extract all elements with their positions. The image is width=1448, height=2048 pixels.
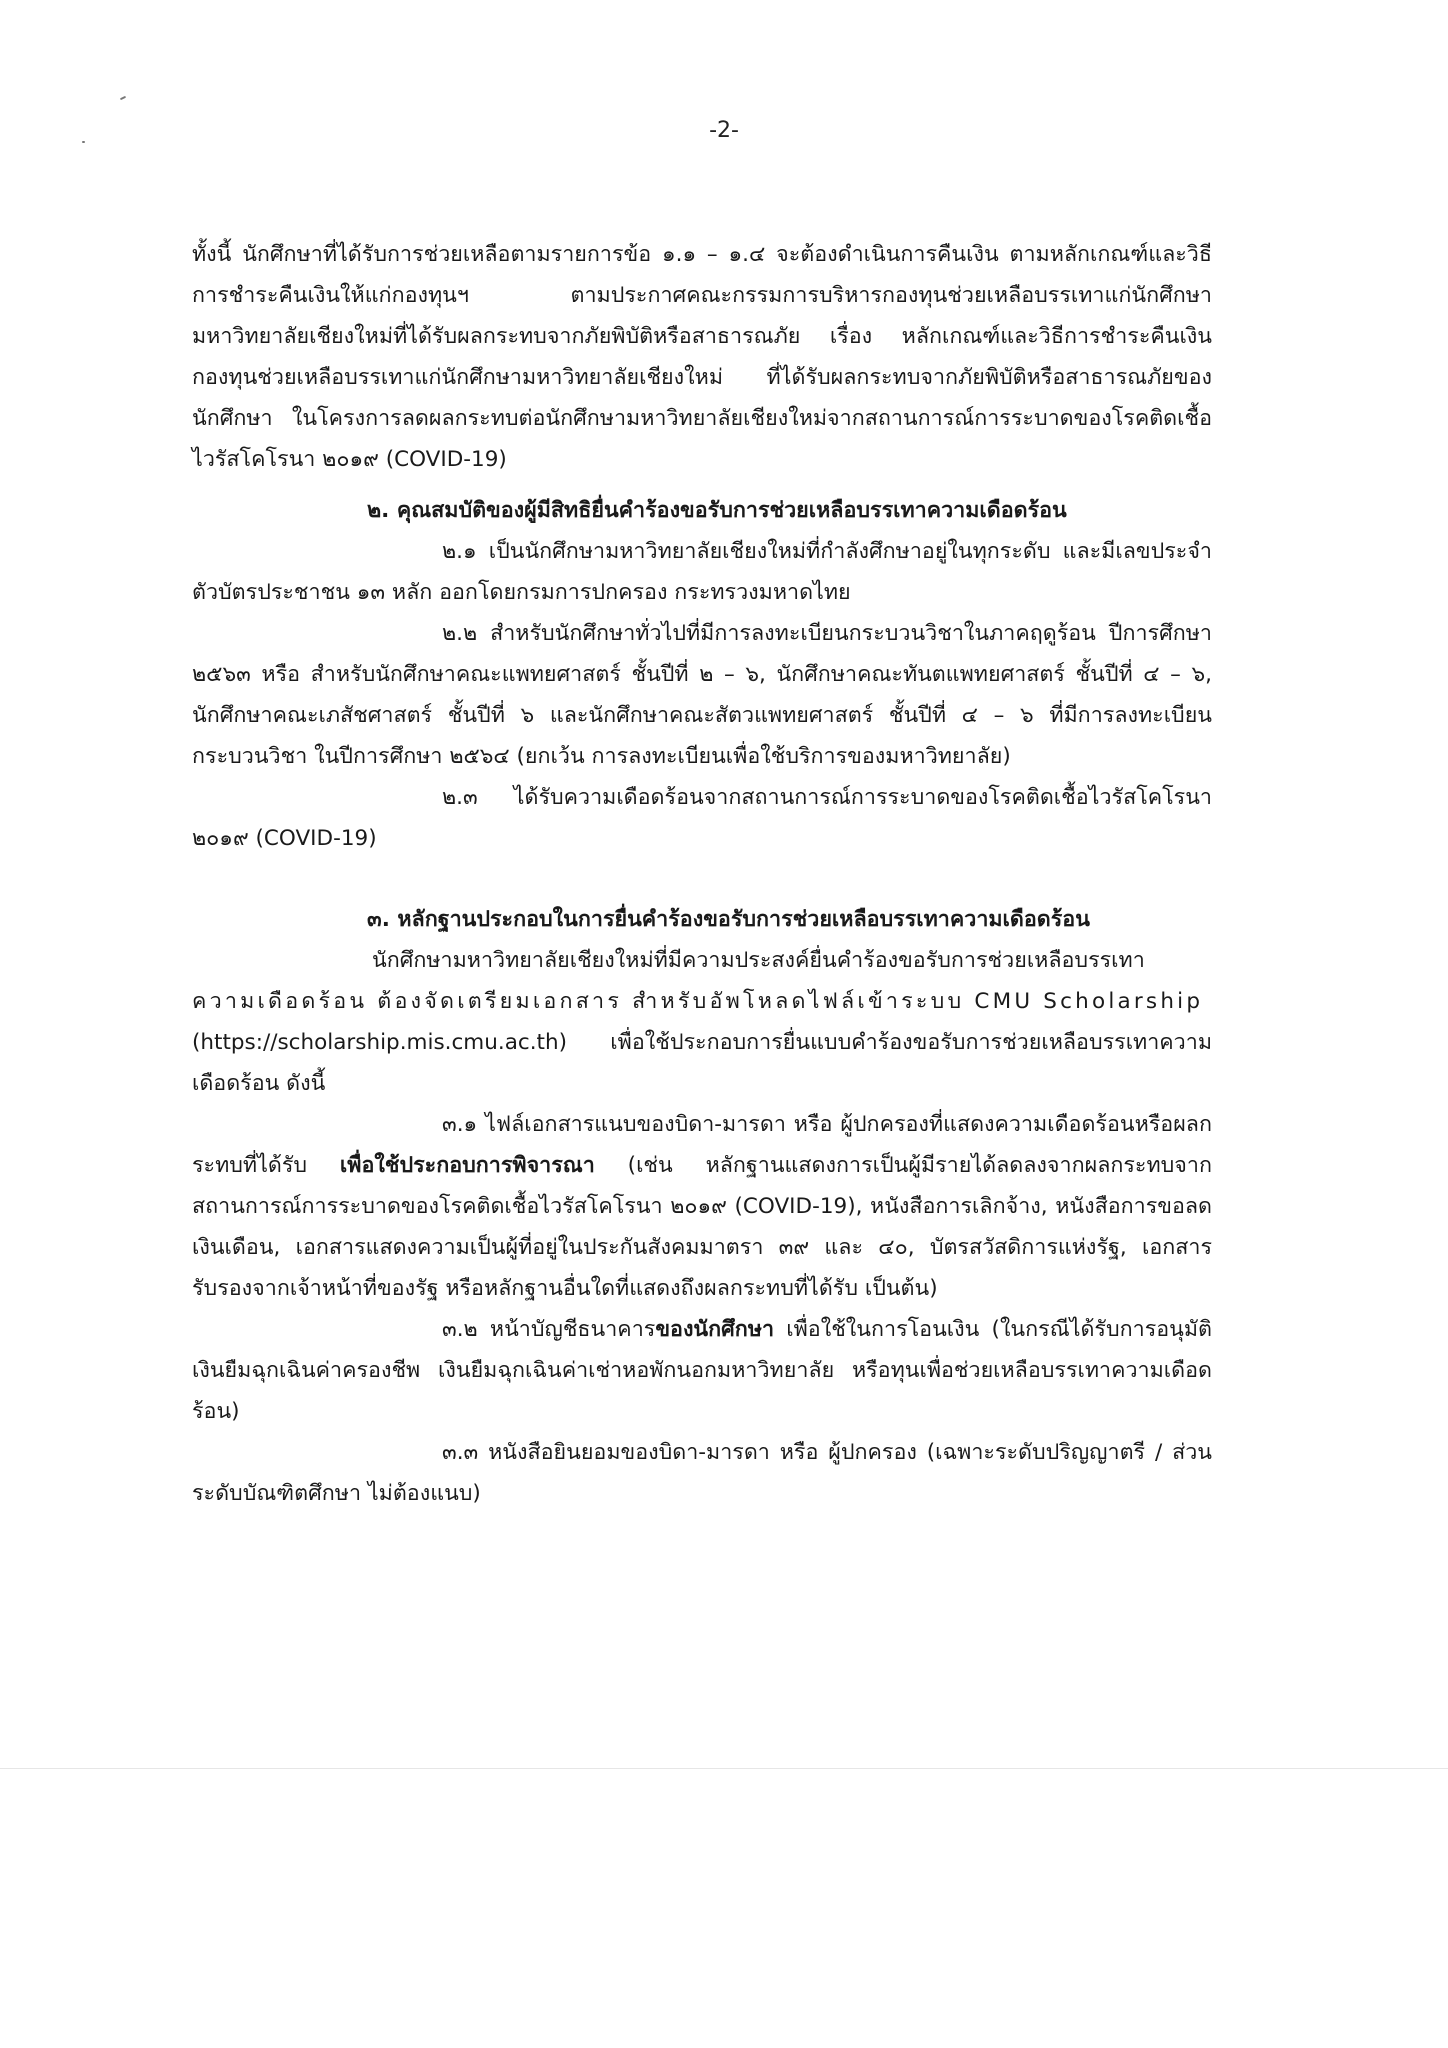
section-3-heading: ๓. หลักฐานประกอบในการยื่นคำร้องขอรับการช่วยเหลือบรรเทาความเดือดร้อน bbox=[367, 907, 1090, 932]
scan-artifact bbox=[120, 96, 126, 100]
section-2-item-1: ๒.๑ เป็นนักศึกษามหาวิทยาลัยเชียงใหม่ที่กำลังศึกษาอยู่ในทุกระดับ และมีเลขประจำตัวบัตรประชาชน ๑๓ หลัก ออกโดยกรมการปกครอง กระทรวงมหาดไทย bbox=[192, 539, 1212, 605]
section-3-item-1-rest: (เช่น หลักฐานแสดงการเป็นผู้มีรายได้ลดลงจากผลกระทบจากสถานการณ์การระบาดของโรคติดเชื้อไวรัสโคโรนา ๒๐๑๙ (COVID-19), หนังสือการเลิกจ้าง, หนังสือการขอลดเงินเดือน, เอกสารแสดงความเป็นผู้ที่อยู่ในประกันสังคมมาตรา ๓๙ และ ๔๐, บัตรสวัสดิการแห่งรัฐ, เอกสารรับรองจากเจ้าหน้าที่ของรัฐ หรือหลักฐานอื่นใดที่แสดงถึงผลกระทบที่ได้รับ เป็นต้น) bbox=[192, 1153, 1212, 1301]
page-number: -2- bbox=[709, 118, 739, 143]
section-3-item-2-bold: ของนักศึกษา bbox=[655, 1317, 775, 1342]
section-3-item-3: ๓.๓ หนังสือยินยอมของบิดา-มารดา หรือ ผู้ปกครอง (เฉพาะระดับปริญญาตรี / ส่วนระดับบัณฑิตศึกษา ไม่ต้องแนบ) bbox=[192, 1440, 1212, 1506]
section-3-intro-line-2: ความเดือดร้อน ต้องจัดเตรียมเอกสาร สำหรับอัพโหลดไฟล์เข้าระบบ CMU Scholarship bbox=[192, 989, 1204, 1014]
section-3-item-1-bold: เพื่อใช้ประกอบการพิจารณา bbox=[339, 1153, 595, 1178]
section-2-item-2: ๒.๒ สำหรับนักศึกษาทั่วไปที่มีการลงทะเบียนกระบวนวิชาในภาคฤดูร้อน ปีการศึกษา ๒๕๖๓ หรือ สำหรับนักศึกษาคณะแพทยศาสตร์ ชั้นปีที่ ๒ – ๖, นักศึกษาคณะทันตแพทยศาสตร์ ชั้นปีที่ ๔ – ๖, นักศึกษาคณะเภสัชศาสตร์ ชั้นปีที่ ๖ และนักศึกษาคณะสัตวแพทยศาสตร์ ชั้นปีที่ ๔ – ๖ ที่มีการลงทะเบียนกระบวนวิชา ในปีการศึกษา ๒๕๖๔ (ยกเว้น การลงทะเบียนเพื่อใช้บริการของมหาวิทยาลัย) bbox=[192, 621, 1212, 769]
intro-paragraph: ทั้งนี้ นักศึกษาที่ได้รับการช่วยเหลือตามรายการข้อ ๑.๑ – ๑.๔ จะต้องดำเนินการคืนเงิน ตามหลักเกณฑ์และวิธีการชำระคืนเงินให้แก่กองทุนฯ ตามประกาศคณะกรรมการบริหารกองทุนช่วยเหลือบรรเทาแก่นักศึกษามหาวิทยาลัยเชียงใหม่ที่ได้รับผลกระทบจากภัยพิบัติหรือสาธารณภัย เรื่อง หลักเกณฑ์และวิธีการชำระคืนเงินกองทุนช่วยเหลือบรรเทาแก่นักศึกษามหาวิทยาลัยเชียงใหม่ ที่ได้รับผลกระทบจากภัยพิบัติหรือสาธารณภัยของนักศึกษา ในโครงการลดผลกระทบต่อนักศึกษามหาวิทยาลัยเชียงใหม่จากสถานการณ์การระบาดของโรคติดเชื้อไวรัสโคโรนา ๒๐๑๙ (COVID-19) bbox=[192, 242, 1212, 472]
section-3-item-1 bbox=[192, 1104, 1212, 1309]
document-body bbox=[192, 234, 1212, 1514]
section-3-item-2 bbox=[192, 1309, 1212, 1432]
section-2-heading: ๒. คุณสมบัติของผู้มีสิทธิยื่นคำร้องขอรับการช่วยเหลือบรรเทาความเดือดร้อน bbox=[367, 498, 1067, 523]
section-3-item-1-text: ๓.๑ ไฟล์เอกสารแนบของบิดา-มารดา หรือ ผู้ปกครองที่แสดงความเดือดร้อนหรือผลกระทบที่ได้รับ bbox=[192, 1112, 1212, 1178]
section-2-item-3: ๒.๓ ได้รับความเดือดร้อนจากสถานการณ์การระบาดของโรคติดเชื้อไวรัสโคโรนา ๒๐๑๙ (COVID-19) bbox=[192, 785, 1212, 851]
section-3-intro-line-3: (https://scholarship.mis.cmu.ac.th) เพื่อใช้ประกอบการยื่นแบบคำร้องขอรับการช่วยเหลือบรรเทาความเดือดร้อน ดังนี้ bbox=[192, 1030, 1212, 1096]
section-3-intro-line-1: นักศึกษามหาวิทยาลัยเชียงใหม่ที่มีความประสงค์ยื่นคำร้องขอรับการช่วยเหลือบรรเทา bbox=[372, 948, 1145, 973]
section-3-item-2-rest: เพื่อใช้ในการโอนเงิน (ในกรณีได้รับการอนุมัติเงินยืมฉุกเฉินค่าครองชีพ เงินยืมฉุกเฉินค่าเช่าหอพักนอกมหาวิทยาลัย หรือทุนเพื่อช่วยเหลือบรรเทาความเดือดร้อน) bbox=[192, 1317, 1212, 1424]
section-3-item-2-text: ๓.๒ หน้าบัญชีธนาคาร bbox=[442, 1317, 656, 1342]
scan-fold-line bbox=[0, 1768, 1448, 1769]
